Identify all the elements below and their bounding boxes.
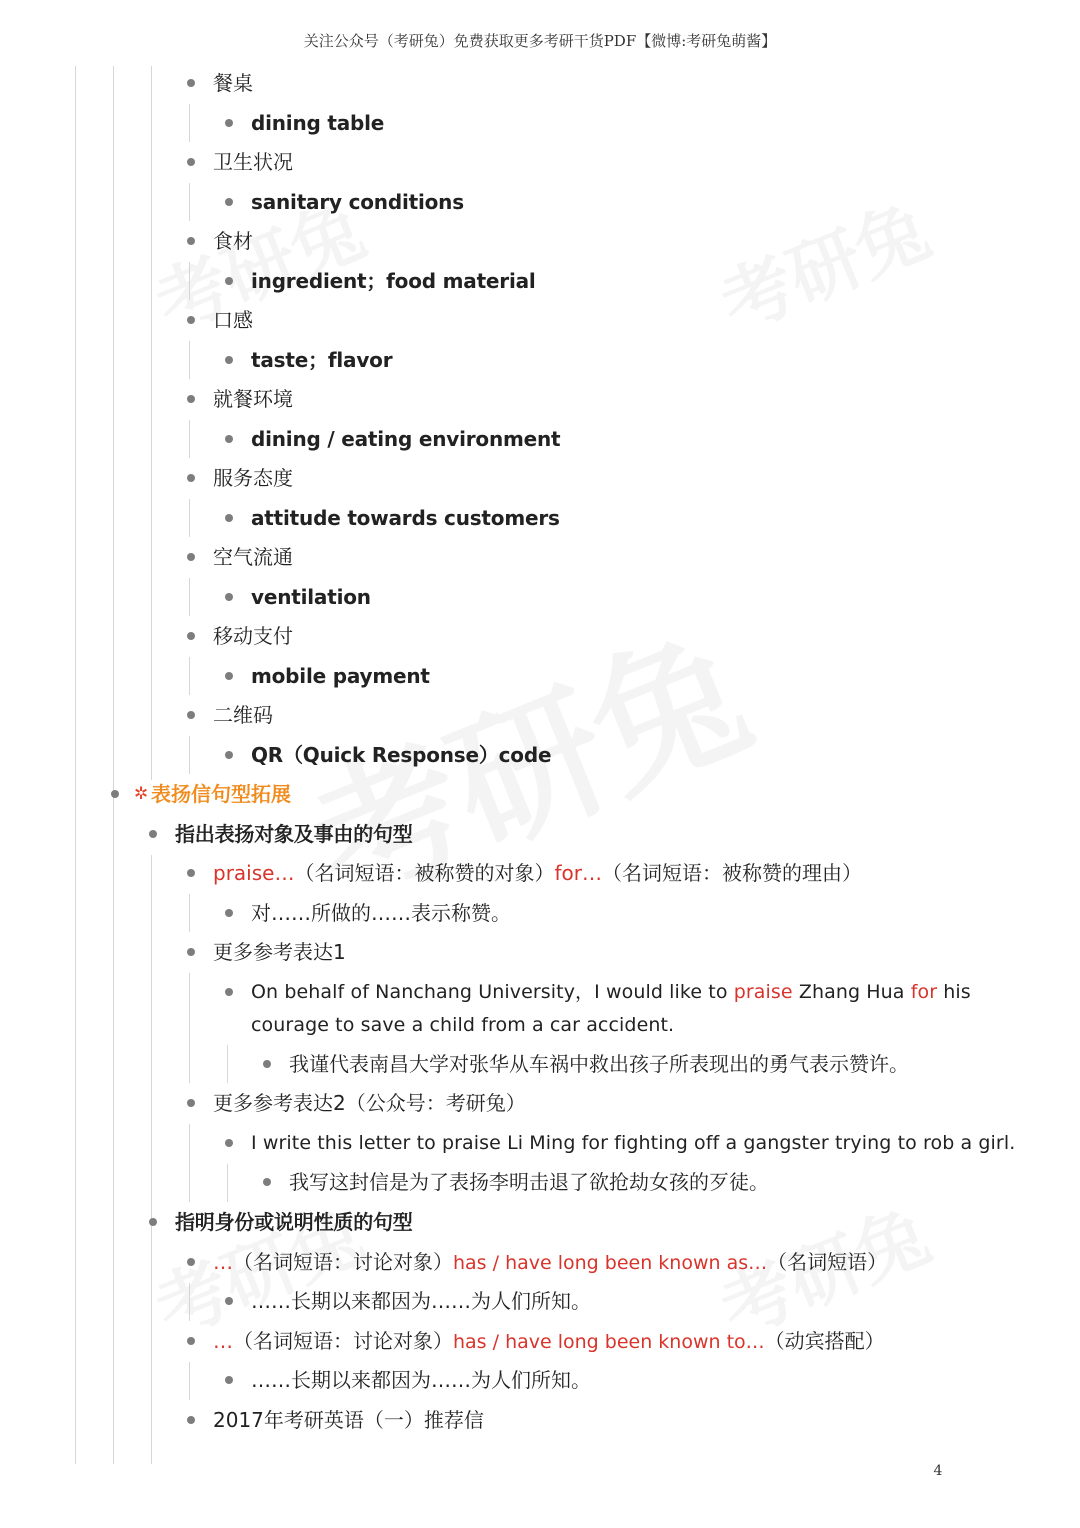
pattern-part: （动宾搭配） bbox=[764, 1329, 885, 1353]
term-cn: 餐桌 bbox=[213, 71, 253, 95]
bullet-icon bbox=[225, 672, 233, 680]
tree-line-5 bbox=[227, 1164, 228, 1202]
bullet-icon bbox=[187, 1099, 195, 1107]
bullet-icon bbox=[187, 711, 195, 719]
bullet-icon bbox=[225, 909, 233, 917]
keyword: … bbox=[213, 1329, 233, 1353]
bullet-icon bbox=[263, 1178, 271, 1186]
term-cn: 卫生状况 bbox=[213, 150, 293, 174]
bullet-icon bbox=[187, 1258, 195, 1266]
keyword: praise… bbox=[213, 861, 295, 885]
keyword: … bbox=[213, 1250, 233, 1274]
term-en: ventilation bbox=[251, 585, 371, 609]
term-cn: 移动支付 bbox=[213, 624, 293, 648]
term-cn: 服务态度 bbox=[213, 466, 293, 490]
page-number: 4 bbox=[933, 1463, 943, 1479]
bullet-icon bbox=[149, 830, 157, 838]
bullet-icon bbox=[149, 1218, 157, 1226]
term-en: mobile payment bbox=[251, 664, 430, 688]
tree-line-3 bbox=[151, 66, 152, 780]
bullet-icon bbox=[225, 119, 233, 127]
bullet-icon bbox=[225, 514, 233, 522]
pattern-text bbox=[213, 858, 862, 888]
section-title: 表扬信句型拓展 bbox=[151, 782, 291, 806]
keyword: has / have long been known as… bbox=[453, 1252, 768, 1274]
bullet-icon bbox=[225, 751, 233, 759]
meaning: ……长期以来都因为……为人们所知。 bbox=[251, 1289, 591, 1313]
term-cn: 食材 bbox=[213, 229, 253, 253]
tree-line-4 bbox=[189, 262, 190, 300]
ref-label: 更多参考表达1 bbox=[213, 940, 346, 964]
tree-line-4 bbox=[189, 1362, 190, 1400]
keyword: for… bbox=[554, 861, 602, 885]
keyword: praise bbox=[733, 981, 793, 1003]
term-cn: 二维码 bbox=[213, 703, 273, 727]
bullet-icon bbox=[225, 593, 233, 601]
page-header: 关注公众号（考研兔）免费获取更多考研干货PDF【微博:考研兔萌酱】 bbox=[303, 32, 777, 50]
bullet-icon bbox=[225, 1297, 233, 1305]
keyword: has / have long been known to… bbox=[453, 1331, 765, 1353]
bullet-icon bbox=[187, 316, 195, 324]
example-sentence bbox=[251, 976, 971, 1042]
tree-line-4 bbox=[189, 657, 190, 695]
translation: 我写这封信是为了表扬李明击退了欲抢劫女孩的歹徒。 bbox=[289, 1170, 769, 1194]
bullet-icon bbox=[187, 553, 195, 561]
pattern-part: （名词短语：被称赞的理由） bbox=[601, 861, 862, 885]
term-en: sanitary conditions bbox=[251, 190, 464, 214]
tree-line-4 bbox=[189, 578, 190, 616]
tree-line-3b bbox=[151, 855, 152, 1464]
example-sentence: I write this letter to praise Li Ming for fighting off a gangster trying to rob a girl. bbox=[251, 1132, 1016, 1154]
term-en: dining / eating environment bbox=[251, 427, 561, 451]
bullet-icon bbox=[225, 988, 233, 996]
tree-line-5 bbox=[227, 1045, 228, 1083]
bullet-icon bbox=[187, 632, 195, 640]
translation: 我谨代表南昌大学对张华从车祸中救出孩子所表现出的勇气表示赞许。 bbox=[289, 1052, 909, 1076]
bullet-icon bbox=[225, 356, 233, 364]
bullet-icon bbox=[225, 198, 233, 206]
ref-label: 更多参考表达2（公众号：考研兔） bbox=[213, 1091, 526, 1115]
bullet-icon bbox=[187, 158, 195, 166]
exam-reference: 2017年考研英语（一）推荐信 bbox=[213, 1408, 484, 1432]
bullet-icon bbox=[187, 948, 195, 956]
pattern-part: （名词短语：被称赞的对象） bbox=[294, 861, 555, 885]
term-cn: 空气流通 bbox=[213, 545, 293, 569]
bullet-icon bbox=[225, 1376, 233, 1384]
bullet-icon bbox=[187, 869, 195, 877]
keyword: for bbox=[910, 981, 938, 1003]
example-line: courage to save a child from a car accident. bbox=[251, 1014, 675, 1036]
term-en: QR（Quick Response）code bbox=[251, 743, 552, 767]
term-en: attitude towards customers bbox=[251, 506, 560, 530]
bullet-icon bbox=[187, 395, 195, 403]
bullet-icon bbox=[187, 79, 195, 87]
bullet-icon bbox=[111, 790, 119, 798]
pattern-part: （名词短语） bbox=[767, 1250, 888, 1274]
pattern-text bbox=[213, 1326, 885, 1357]
pattern-text bbox=[213, 1247, 887, 1278]
watermark-2 bbox=[703, 173, 942, 350]
bullet-icon bbox=[187, 474, 195, 482]
tree-line-4 bbox=[189, 499, 190, 537]
tree-line-4 bbox=[189, 1283, 190, 1321]
tree-line-4 bbox=[189, 894, 190, 932]
tree-line-2 bbox=[113, 66, 114, 1464]
subsection-title: 指明身份或说明性质的句型 bbox=[175, 1210, 413, 1234]
text-part: On behalf of Nanchang University，I would like to bbox=[251, 981, 734, 1003]
term-en: ingredient；food material bbox=[251, 269, 536, 293]
pattern-part: （名词短语：讨论对象） bbox=[233, 1329, 453, 1353]
meaning: ……长期以来都因为……为人们所知。 bbox=[251, 1368, 591, 1392]
pattern-part: （名词短语：讨论对象） bbox=[233, 1250, 453, 1274]
term-cn: 口感 bbox=[213, 308, 253, 332]
tree-line-4 bbox=[189, 183, 190, 221]
text-part: his bbox=[937, 981, 971, 1003]
bullet-icon bbox=[263, 1060, 271, 1068]
tree-line-4 bbox=[189, 973, 190, 1083]
example-line bbox=[251, 976, 971, 1009]
term-cn: 就餐环境 bbox=[213, 387, 293, 411]
bullet-icon bbox=[225, 1139, 233, 1147]
tree-line-4 bbox=[189, 104, 190, 142]
bullet-icon bbox=[225, 435, 233, 443]
tree-line-4 bbox=[189, 1124, 190, 1202]
term-en: dining table bbox=[251, 111, 385, 135]
tree-line-4 bbox=[189, 736, 190, 774]
bullet-icon bbox=[187, 1416, 195, 1424]
bullet-icon bbox=[187, 237, 195, 245]
bullet-icon bbox=[225, 277, 233, 285]
term-en: taste；flavor bbox=[251, 348, 393, 372]
tree-line-4 bbox=[189, 420, 190, 458]
text-part: Zhang Hua bbox=[792, 981, 911, 1003]
tree-line-1 bbox=[75, 66, 76, 1464]
meaning: 对……所做的……表示称赞。 bbox=[251, 901, 511, 925]
section-icon: ✲ bbox=[134, 784, 149, 804]
bullet-icon bbox=[187, 1337, 195, 1345]
tree-line-4 bbox=[189, 341, 190, 379]
subsection-title: 指出表扬对象及事由的句型 bbox=[175, 822, 413, 846]
